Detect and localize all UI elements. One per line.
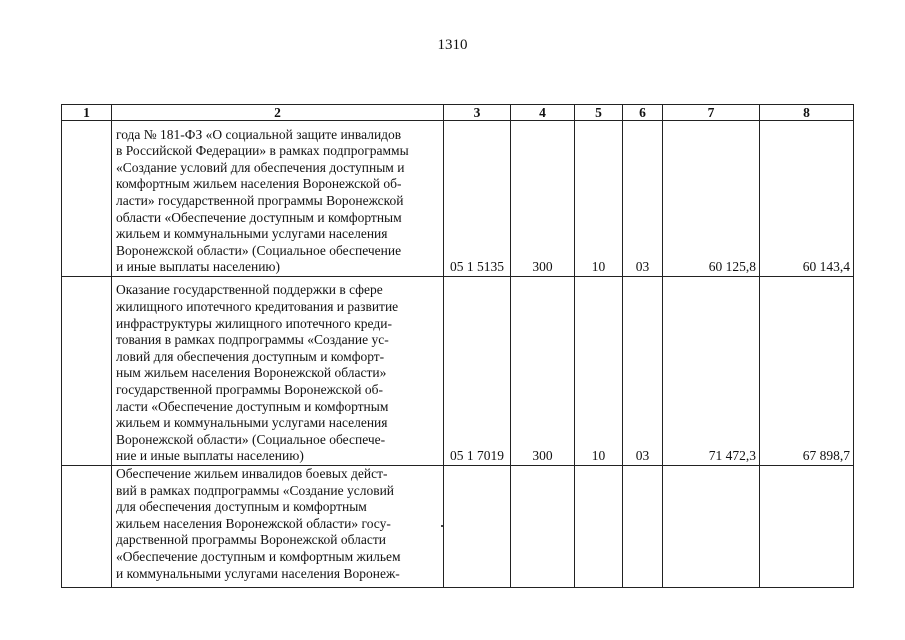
row-expense-type: [511, 466, 575, 588]
page-number: 1310: [437, 37, 468, 53]
row-expense-type: 300: [511, 121, 575, 277]
budget-table: [61, 104, 854, 588]
row-section: 10: [575, 277, 623, 466]
header-col-7: 7: [663, 105, 760, 121]
row-subsection: [623, 466, 663, 588]
header-col-1: 1: [62, 105, 112, 121]
header-row: [62, 105, 854, 121]
table-row: [62, 121, 854, 277]
row-amount-1: 60 125,8: [663, 121, 760, 277]
row-amount-1: 71 472,3: [663, 277, 760, 466]
row-subsection: 03: [623, 121, 663, 277]
row-expense-type: 300: [511, 277, 575, 466]
row-amount-1: [663, 466, 760, 588]
row-target-code: 05 1 5135: [444, 121, 511, 277]
header-col-4: 4: [511, 105, 575, 121]
row-amount-2: [760, 466, 854, 588]
row-index-cell: [62, 466, 112, 588]
table-header: [62, 105, 854, 121]
table-row: [62, 277, 854, 466]
header-col-5: 5: [575, 105, 623, 121]
row-target-code: 05 1 7019: [444, 277, 511, 466]
row-index-cell: [62, 121, 112, 277]
header-col-6: 6: [623, 105, 663, 121]
header-col-8: 8: [760, 105, 854, 121]
row-index-cell: [62, 277, 112, 466]
scan-dot-mark: [441, 525, 443, 527]
header-col-2: 2: [112, 105, 444, 121]
header-col-3: 3: [444, 105, 511, 121]
row-amount-2: 60 143,4: [760, 121, 854, 277]
row-amount-2: 67 898,7: [760, 277, 854, 466]
table-row: [62, 466, 854, 588]
row-description: года № 181-ФЗ «О социальной защите инвалидов в Российской Федерации» в рамках подпрограммы «Создание условий для обеспечения доступным и комфортным жильем населения Воронежской об- ласти» государственной программы Воронежской области «Обеспечение доступным и комфортным жильем и коммунальными услугами населения Воронежской области» (Социальное обеспечение и иные выплаты населению): [112, 121, 444, 277]
row-description: Обеспечение жильем инвалидов боевых дейст- вий в рамках подпрограммы «Создание условий для обеспечения доступным и комфортным жильем населения Воронежской области» госу- дарственной программы Воронежской области «Обеспечение доступным и комфортным жильем и коммунальными услугами населения Воронеж-: [112, 466, 444, 588]
row-section: 10: [575, 121, 623, 277]
row-section: [575, 466, 623, 588]
row-description: Оказание государственной поддержки в сфере жилищного ипотечного кредитования и развитие инфраструктуры жилищного ипотечного креди- тования в рамках подпрограммы «Создание ус- ловий для обеспечения доступным и комфорт- ным жильем населения Воронежской области» государственной программы Воронежской об- ласти «Обеспечение доступным и комфортным жильем и коммунальными услугами населения Воронежской области» (Социальное обеспече- ние и иные выплаты населению): [112, 277, 444, 466]
row-subsection: 03: [623, 277, 663, 466]
row-target-code: [444, 466, 511, 588]
